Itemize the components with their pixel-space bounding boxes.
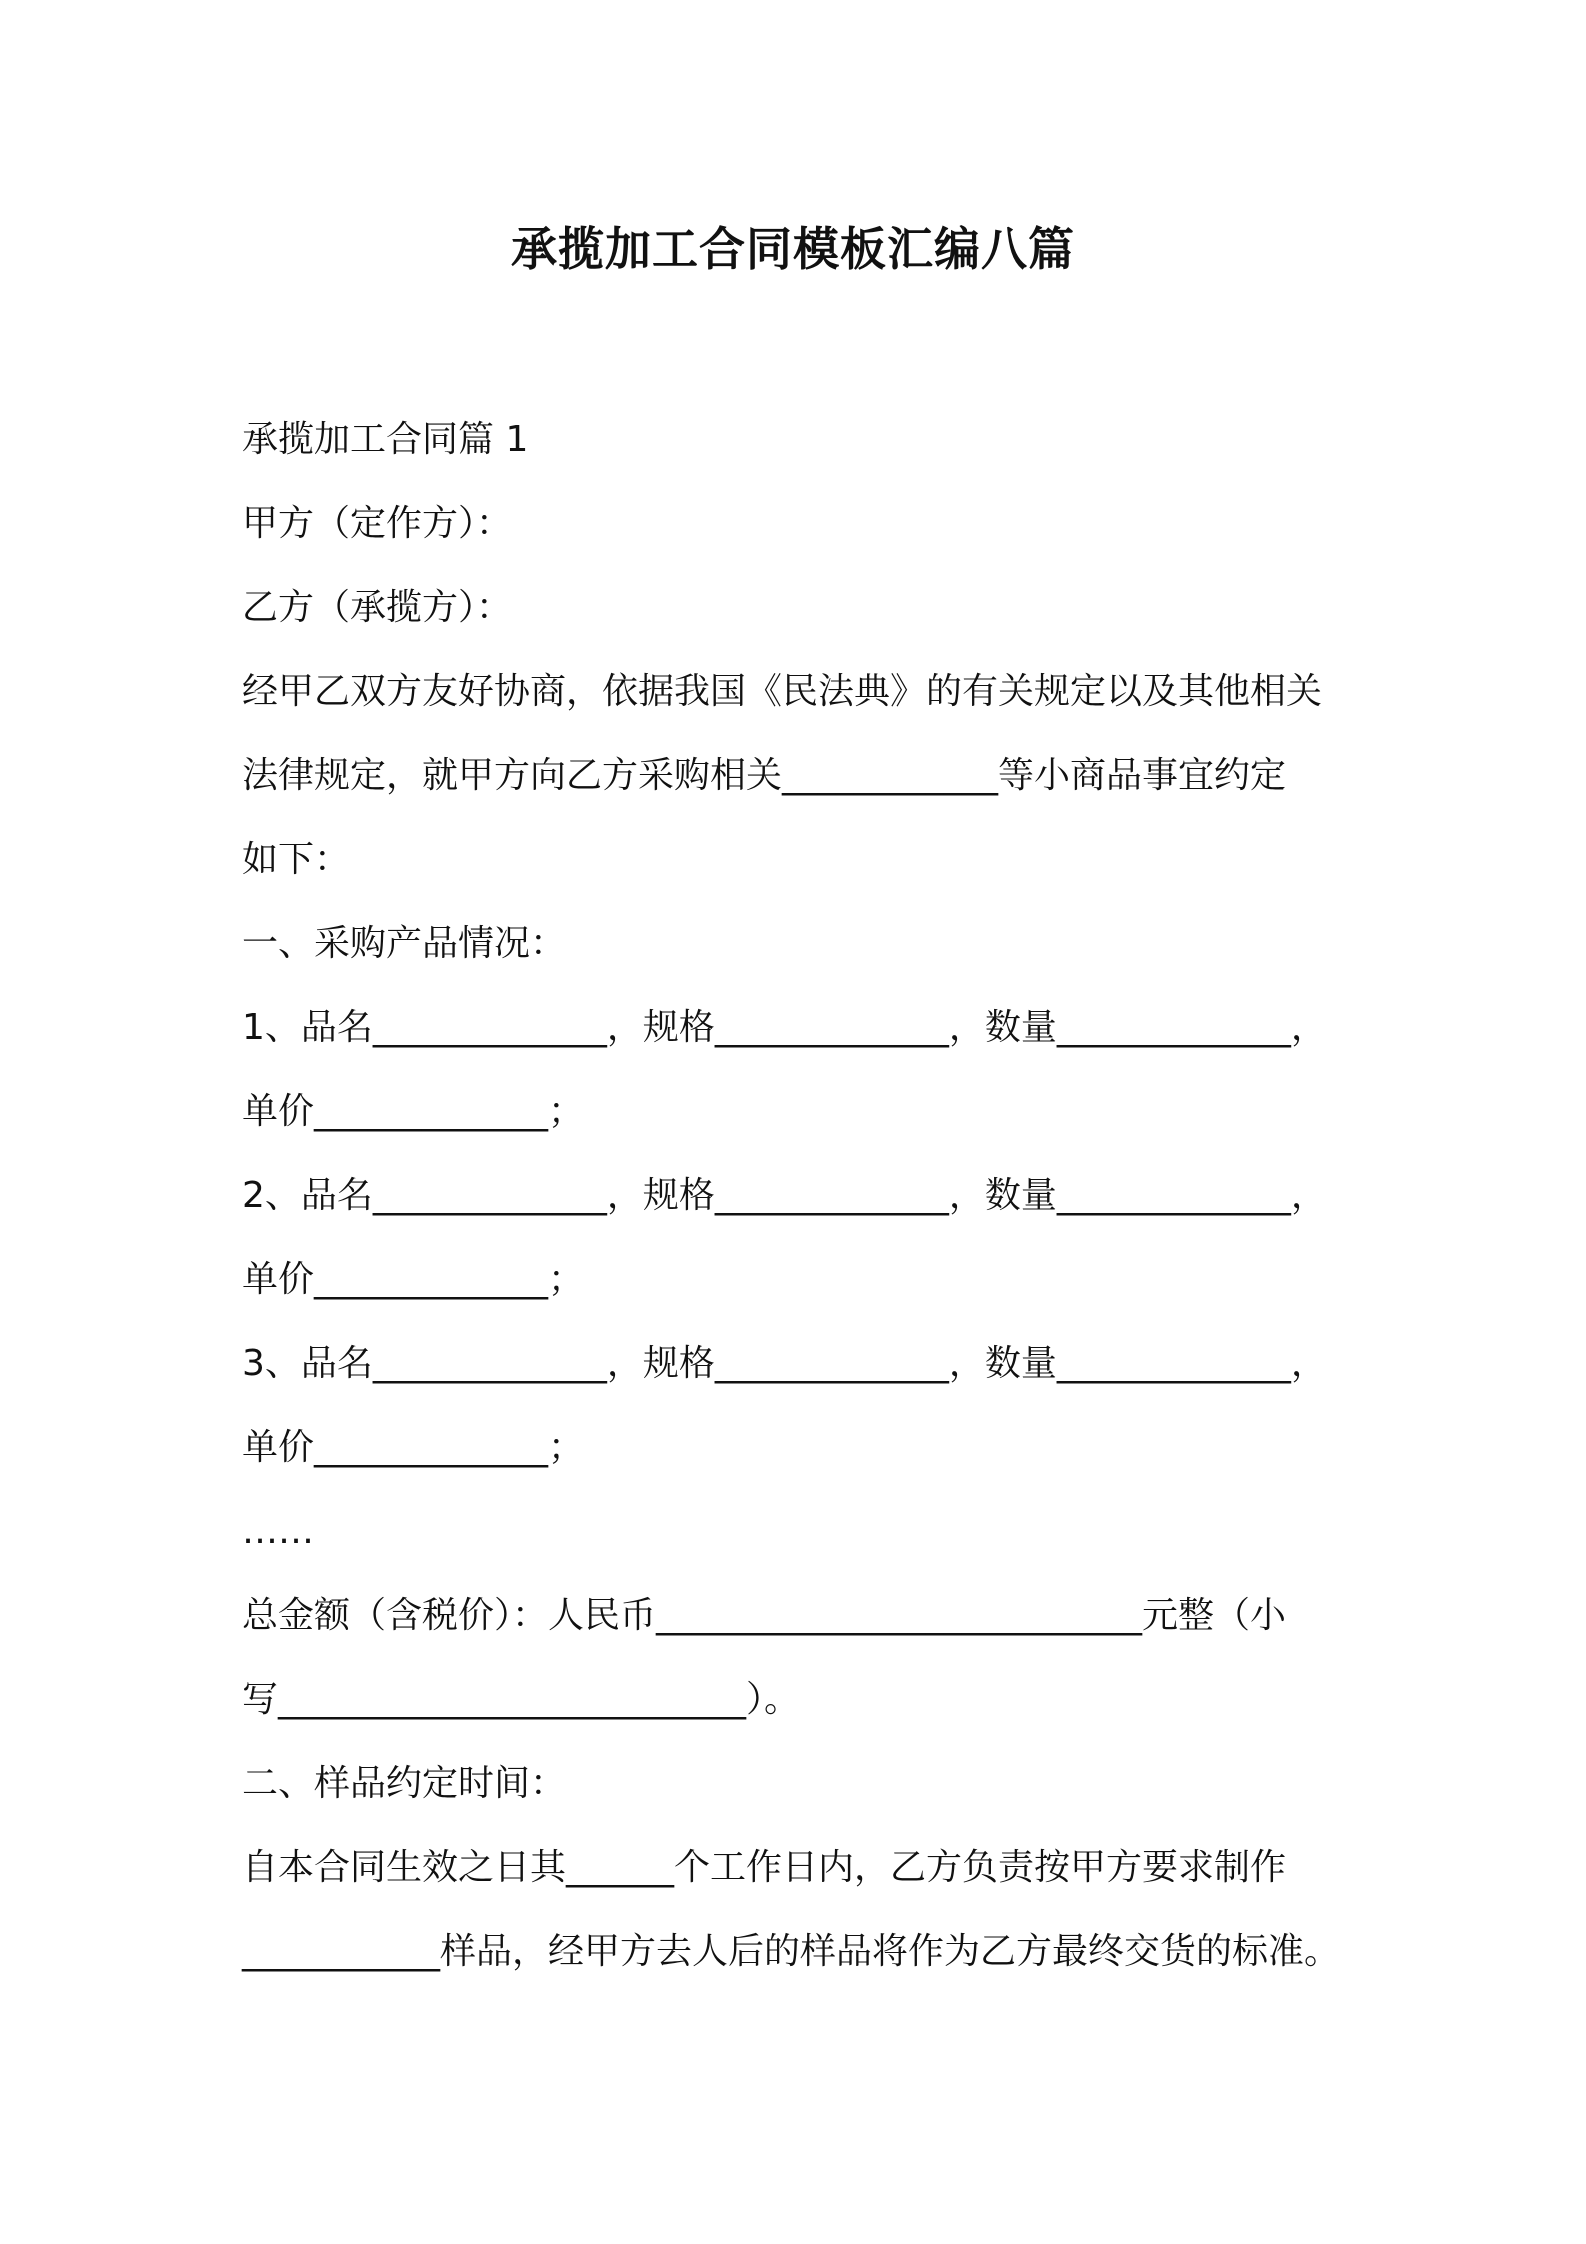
party-a-line: 甲方（定作方）： [242, 503, 513, 544]
total-amount-line: 总金额（含税价）：人民币___________________________元整（小 [242, 1595, 1287, 1636]
product-line: 单价_____________； [242, 1259, 585, 1300]
document-body [242, 398, 1362, 1994]
product-line: 3、品名_____________，规格_____________，数量_____________， [242, 1343, 1327, 1384]
product-line: 1、品名_____________，规格_____________，数量_____________， [242, 1007, 1327, 1048]
product-line: 单价_____________； [242, 1427, 585, 1468]
clause-heading: 二、样品约定时间： [242, 1763, 567, 1804]
section-heading: 承揽加工合同篇 1 [242, 419, 529, 460]
product-line: 2、品名_____________，规格_____________，数量_____________， [242, 1175, 1327, 1216]
product-line: 单价_____________； [242, 1091, 585, 1132]
party-b-line: 乙方（承揽方）： [242, 587, 513, 628]
paragraph-line: 经甲乙双方友好协商，依据我国《民法典》的有关规定以及其他相关 [242, 671, 1323, 712]
paragraph-line: 自本合同生效之日其______个工作日内，乙方负责按甲方要求制作 [242, 1847, 1287, 1888]
paragraph-line: 法律规定，就甲方向乙方采购相关____________等小商品事宜约定 [242, 755, 1287, 796]
ellipsis-line: …… [242, 1511, 314, 1552]
paragraph-line: ___________样品，经甲方去人后的样品将作为乙方最终交货的标准。 [242, 1931, 1341, 1972]
clause-heading: 一、采购产品情况： [242, 923, 567, 964]
total-amount-line: 写__________________________）。 [242, 1679, 800, 1720]
paragraph-line: 如下： [242, 839, 351, 880]
document-title: 承揽加工合同模板汇编八篇 [511, 222, 1075, 276]
